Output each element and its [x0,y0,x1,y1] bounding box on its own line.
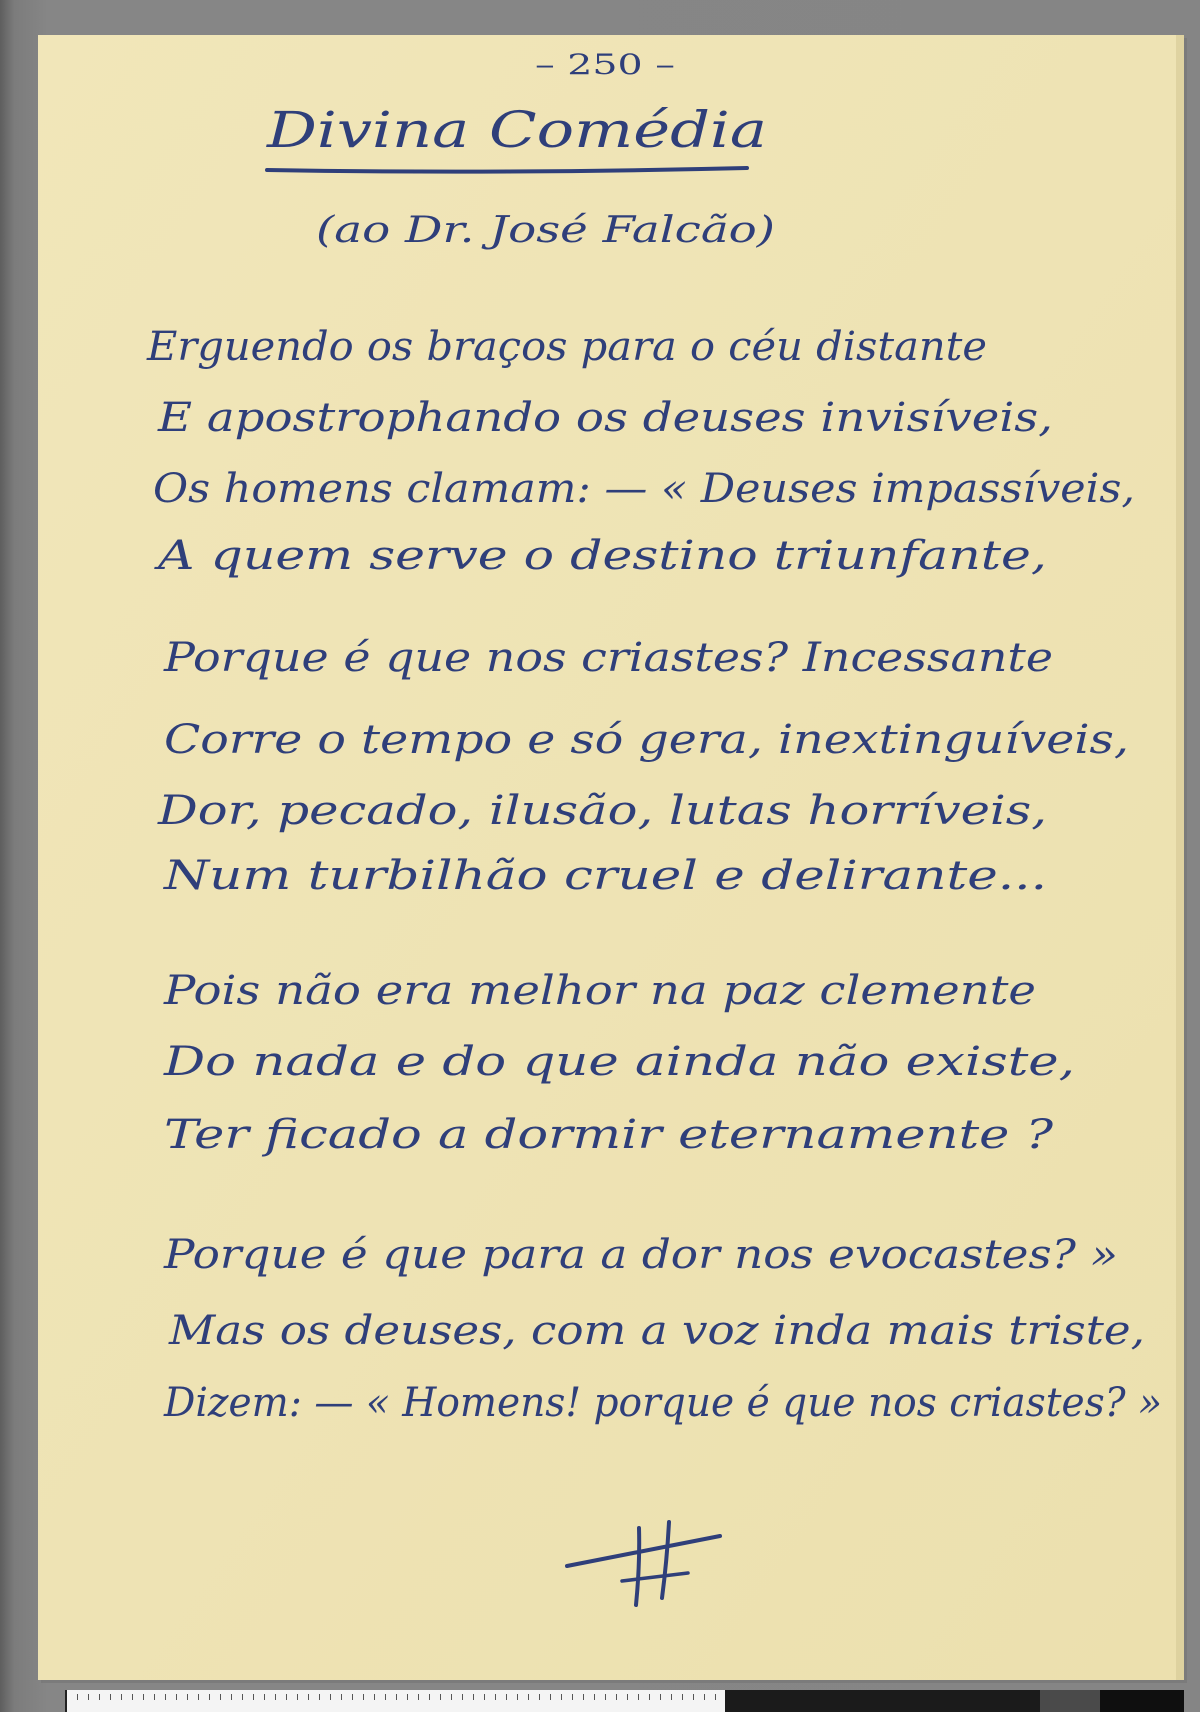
poem-line: Num turbilhão cruel e delirante... [162,853,1048,899]
poem-line: Mas os deuses, com a voz inda mais triste, [167,1308,1145,1354]
dedication: (ao Dr. José Falcão) [316,210,775,251]
poem-line: Dor, pecado, ilusão, lutas horríveis, [156,788,1048,834]
poem-line: Os homens clamam: — « Deuses impassíveis, [153,466,1135,512]
paper-right-edge [1176,35,1184,1680]
stanza-4 [163,1232,1162,1426]
poem-line: Erguendo os braços para o céu distante [145,324,988,370]
poem-line: Porque é que para a dor nos evocastes? » [162,1232,1118,1278]
poem-line: E apostrophando os deuses invisíveis, [156,395,1053,441]
ruler-black-patch [1100,1690,1184,1712]
ruler-dark-patch [725,1690,1040,1712]
stanza-3 [163,968,1075,1158]
poem-line: Dizem: — « Homens! porque é que nos criastes? » [163,1380,1162,1426]
page-number: – 250 – [535,48,675,81]
poem-line: A quem serve o destino triunfante, [152,533,1047,579]
poem-title: Divina Comédia [265,101,767,159]
poem-line: Ter ficado a dormir eternamente ? [164,1112,1054,1158]
ruler-gray-patch [1040,1690,1100,1712]
poem-line: Do nada e do que ainda não existe, [162,1039,1076,1085]
poem-line: Porque é que nos criastes? Incessante [162,635,1053,681]
ruler-scale-white [65,1690,725,1712]
scan-ruler [65,1690,1184,1712]
poem-line: Pois não era melhor na paz clemente [162,968,1037,1014]
poem-line: Corre o tempo e só gera, inextinguíveis, [164,717,1129,763]
